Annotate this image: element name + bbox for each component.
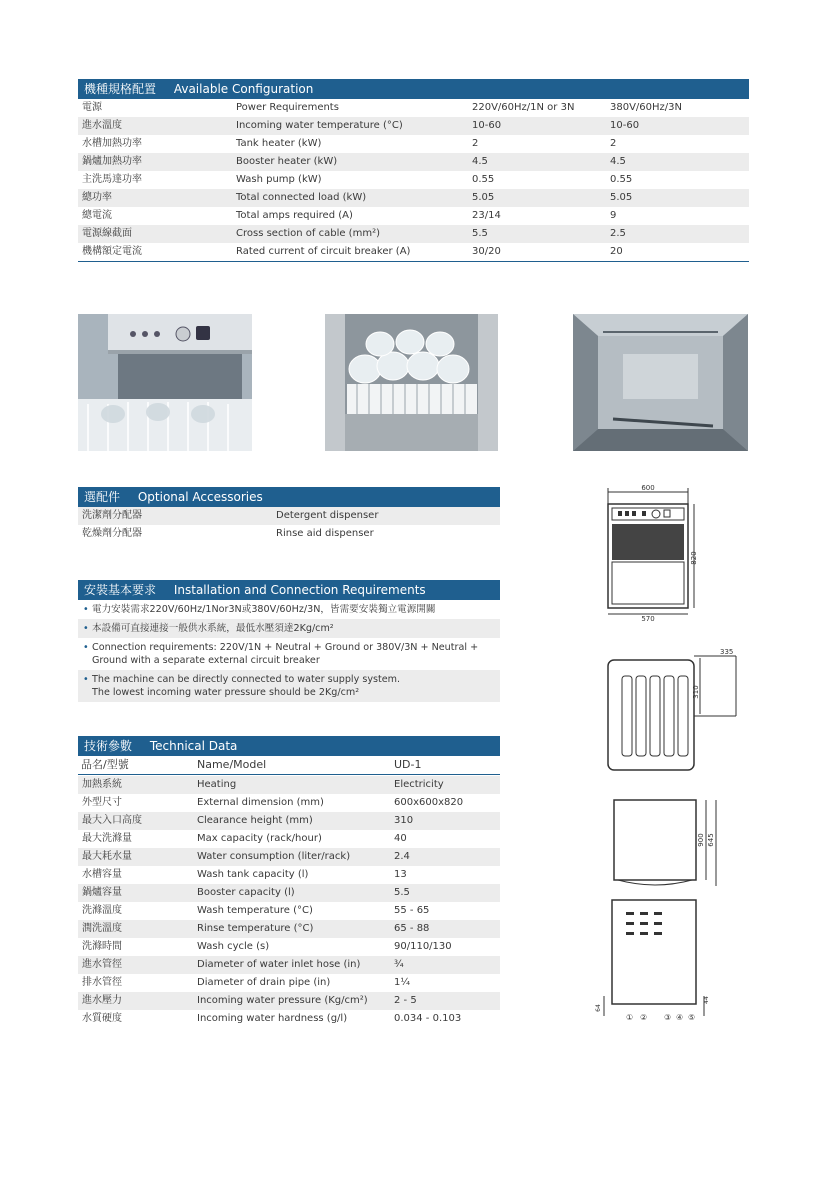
cell-label-en: Total amps required (A)	[236, 210, 353, 221]
port-3-label: ③	[664, 1013, 672, 1022]
table-row	[78, 884, 500, 902]
cell-value: 2.4	[394, 851, 410, 862]
optional-accessories-header	[78, 487, 500, 507]
cell-label-en: Cross section of cable (mm²)	[236, 228, 380, 239]
cell-value-220v: 5.5	[472, 228, 488, 239]
section-title-zh: 技術參數	[84, 739, 133, 753]
table-row	[78, 153, 749, 171]
cell-label-zh: 排水管徑	[82, 977, 122, 988]
cell-value: 2 - 5	[394, 995, 417, 1006]
top-dim-1: 900	[697, 833, 705, 847]
technical-data-header	[78, 736, 500, 756]
cell-label-en: Total connected load (kW)	[236, 192, 367, 203]
cell-label-zh: 加熱系統	[82, 779, 122, 790]
side-view-drawing	[600, 646, 740, 776]
cell-value-380v: 2	[610, 138, 617, 149]
cell-value: 65 - 88	[394, 923, 430, 934]
cell-label-en: Booster heater (kW)	[236, 156, 338, 167]
list-item-text: Ground with a separate external circuit breaker	[92, 655, 320, 666]
cell-value: 5.5	[394, 887, 410, 898]
cell-label-en: External dimension (mm)	[197, 797, 324, 808]
list-item	[78, 638, 500, 670]
table-row	[78, 830, 500, 848]
cell-value-380v: 10-60	[610, 120, 640, 131]
bullet-icon: •	[83, 623, 89, 634]
front-depth-dim: 570	[641, 615, 655, 622]
cell-label-zh: 洗滌時間	[82, 941, 122, 952]
cell-label-zh: 總電流	[82, 210, 112, 221]
table-row	[78, 902, 500, 920]
cell-value: 13	[394, 869, 407, 880]
model-value: UD-1	[394, 758, 422, 771]
cell-value-220v: 4.5	[472, 156, 488, 167]
cell-value-220v: 2	[472, 138, 479, 149]
cell-label-en: Water consumption (liter/rack)	[197, 851, 351, 862]
cell-value: 55 - 65	[394, 905, 430, 916]
cell-label-en: Wash tank capacity (l)	[197, 869, 309, 880]
bullet-icon: •	[83, 642, 89, 653]
cell-label-zh: 外型尺寸	[82, 797, 122, 808]
section-title-en: Installation and Connection Requirements	[173, 583, 426, 597]
side-clearance-dim: 310	[692, 685, 700, 699]
installation-header	[78, 580, 500, 600]
cell-label-en: Heating	[197, 779, 237, 790]
top-view-drawing	[606, 796, 726, 890]
interior-chamber-photo	[573, 314, 748, 451]
table-row	[78, 135, 749, 153]
front-view-drawing	[590, 482, 700, 622]
cell-value: ¾	[394, 959, 404, 970]
cell-label-en: Wash temperature (°C)	[197, 905, 313, 916]
configuration-table	[78, 99, 749, 261]
technical-table	[78, 776, 500, 1028]
cell-label-zh: 鍋爐加熱功率	[82, 156, 142, 167]
cell-label-zh: 水槽加熱功率	[82, 138, 142, 149]
table-row	[78, 938, 500, 956]
table-row	[78, 794, 500, 812]
port-1-label: ①	[626, 1013, 634, 1022]
table-row	[78, 920, 500, 938]
cell-label-zh: 洗潔劑分配器	[82, 510, 142, 521]
cell-label-en: Wash cycle (s)	[197, 941, 270, 952]
bottom-view-drawing	[592, 896, 716, 1028]
port-2-label: ②	[640, 1013, 648, 1022]
cell-label-zh: 鍋爐容量	[82, 887, 122, 898]
table-row	[78, 974, 500, 992]
section-title-en: Available Configuration	[173, 82, 314, 96]
cell-label-zh: 最大入口高度	[82, 815, 142, 826]
top-dim-2: 645	[707, 833, 715, 847]
cell-value-380v: 20	[610, 246, 623, 257]
cell-value-220v: 10-60	[472, 120, 502, 131]
list-item-text: The machine can be directly connected to water supply system.	[92, 674, 401, 685]
list-item-text: 本設備可直接連接一般供水系統，最低水壓須達2Kg/cm²	[92, 623, 334, 634]
cell-label-en: Diameter of water inlet hose (in)	[197, 959, 361, 970]
table-row	[78, 812, 500, 830]
front-width-dim: 600	[641, 484, 655, 492]
table-row	[78, 117, 749, 135]
bottom-dim-1: 64	[595, 1004, 602, 1012]
list-item-text: The lowest incoming water pressure should be 2Kg/cm²	[92, 687, 360, 698]
table-row	[78, 1010, 500, 1028]
table-row	[78, 525, 500, 543]
bullet-icon: •	[83, 604, 89, 615]
cell-value-380v: 5.05	[610, 192, 633, 203]
cell-value-220v: 0.55	[472, 174, 495, 185]
cell-value: Electricity	[394, 779, 444, 790]
cell-label-zh: 水槽容量	[82, 869, 122, 880]
cell-label-en: Incoming water hardness (g/l)	[197, 1013, 348, 1024]
available-configuration-header	[78, 79, 749, 99]
front-height-dim: 820	[690, 551, 698, 565]
cell-label-zh: 水質硬度	[82, 1013, 122, 1024]
technical-table-header-row	[78, 756, 500, 774]
cell-value-380v: 9	[610, 210, 617, 221]
model-label-zh: 品名/型號	[81, 758, 129, 771]
cell-value: 600x600x820	[394, 797, 464, 808]
table-row	[78, 866, 500, 884]
section-title-zh: 選配件	[84, 490, 121, 504]
cell-value-220v: 23/14	[472, 210, 501, 221]
cell-label-zh: 進水溫度	[82, 120, 122, 131]
list-item-text: 電力安裝需求220V/60Hz/1Nor3N或380V/60Hz/3N，皆需要安裝獨立電源開關	[92, 604, 436, 615]
accessories-table	[78, 507, 500, 543]
table-row	[78, 776, 500, 794]
cell-label-en: Clearance height (mm)	[197, 815, 313, 826]
cell-label-zh: 洗滌溫度	[82, 905, 122, 916]
cell-label-zh: 進水壓力	[82, 995, 122, 1006]
list-item	[78, 619, 500, 638]
cell-label-en: Booster capacity (l)	[197, 887, 295, 898]
cell-label-en: Rinse aid dispenser	[276, 528, 374, 539]
cell-value-380v: 2.5	[610, 228, 626, 239]
cell-value-380v: 0.55	[610, 174, 633, 185]
cell-label-en: Incoming water temperature (°C)	[236, 120, 403, 131]
cell-value: 40	[394, 833, 407, 844]
port-4-label: ④	[676, 1013, 684, 1022]
cell-label-zh: 電源	[82, 102, 102, 113]
cell-value-220v: 30/20	[472, 246, 501, 257]
installation-list	[78, 600, 500, 702]
bullet-icon: •	[83, 674, 89, 685]
table-row	[78, 507, 500, 525]
list-item	[78, 600, 500, 619]
table-row	[78, 848, 500, 866]
cell-value-220v: 5.05	[472, 192, 495, 203]
side-open-dim: 335	[720, 648, 734, 656]
cell-label-zh: 總功率	[82, 192, 112, 203]
cell-label-en: Rinse temperature (°C)	[197, 923, 314, 934]
cell-value: 90/110/130	[394, 941, 452, 952]
cell-label-zh: 最大耗水量	[82, 851, 132, 862]
cell-label-zh: 乾燥劑分配器	[82, 528, 142, 539]
configuration-table-rule	[78, 261, 749, 262]
section-title-en: Optional Accessories	[137, 490, 263, 504]
cell-value-380v: 4.5	[610, 156, 626, 167]
table-row	[78, 992, 500, 1010]
port-5-label: ⑤	[688, 1013, 696, 1022]
table-row	[78, 956, 500, 974]
table-row	[78, 207, 749, 225]
cell-value: 1¼	[394, 977, 411, 988]
cell-label-zh: 電源線截面	[82, 228, 132, 239]
cell-label-zh: 進水管徑	[82, 959, 122, 970]
list-item-text: Connection requirements: 220V/1N + Neutral + Ground or 380V/3N + Neutral +	[92, 642, 479, 653]
cell-label-zh: 最大洗滌量	[82, 833, 132, 844]
table-row	[78, 243, 749, 261]
list-item	[78, 670, 500, 702]
table-row	[78, 171, 749, 189]
cell-value-220v: 220V/60Hz/1N or 3N	[472, 102, 575, 113]
cell-label-en: Max capacity (rack/hour)	[197, 833, 322, 844]
model-label-en: Name/Model	[197, 758, 267, 771]
table-row	[78, 189, 749, 207]
cell-value: 0.034 - 0.103	[394, 1013, 462, 1024]
section-title-en: Technical Data	[149, 739, 238, 753]
bottom-dim-2: 44	[703, 996, 710, 1004]
table-row	[78, 225, 749, 243]
cell-label-en: Incoming water pressure (Kg/cm²)	[197, 995, 368, 1006]
cell-label-en: Wash pump (kW)	[236, 174, 322, 185]
cell-label-en: Power Requirements	[236, 102, 339, 113]
table-row	[78, 99, 749, 117]
cell-label-en: Tank heater (kW)	[236, 138, 322, 149]
cell-label-en: Detergent dispenser	[276, 510, 379, 521]
cell-value: 310	[394, 815, 414, 826]
cell-label-zh: 主洗馬達功率	[82, 174, 142, 185]
dishwasher-front-photo	[78, 314, 252, 451]
glass-rack-photo	[325, 314, 498, 451]
cell-value-380v: 380V/60Hz/3N	[610, 102, 683, 113]
cell-label-zh: 潤洗溫度	[82, 923, 122, 934]
cell-label-zh: 機構額定電流	[82, 246, 142, 257]
section-title-zh: 機種規格配置	[84, 82, 157, 96]
cell-label-en: Rated current of circuit breaker (A)	[236, 246, 411, 257]
cell-label-en: Diameter of drain pipe (in)	[197, 977, 331, 988]
section-title-zh: 安裝基本要求	[84, 583, 157, 597]
technical-header-rule	[78, 774, 500, 775]
